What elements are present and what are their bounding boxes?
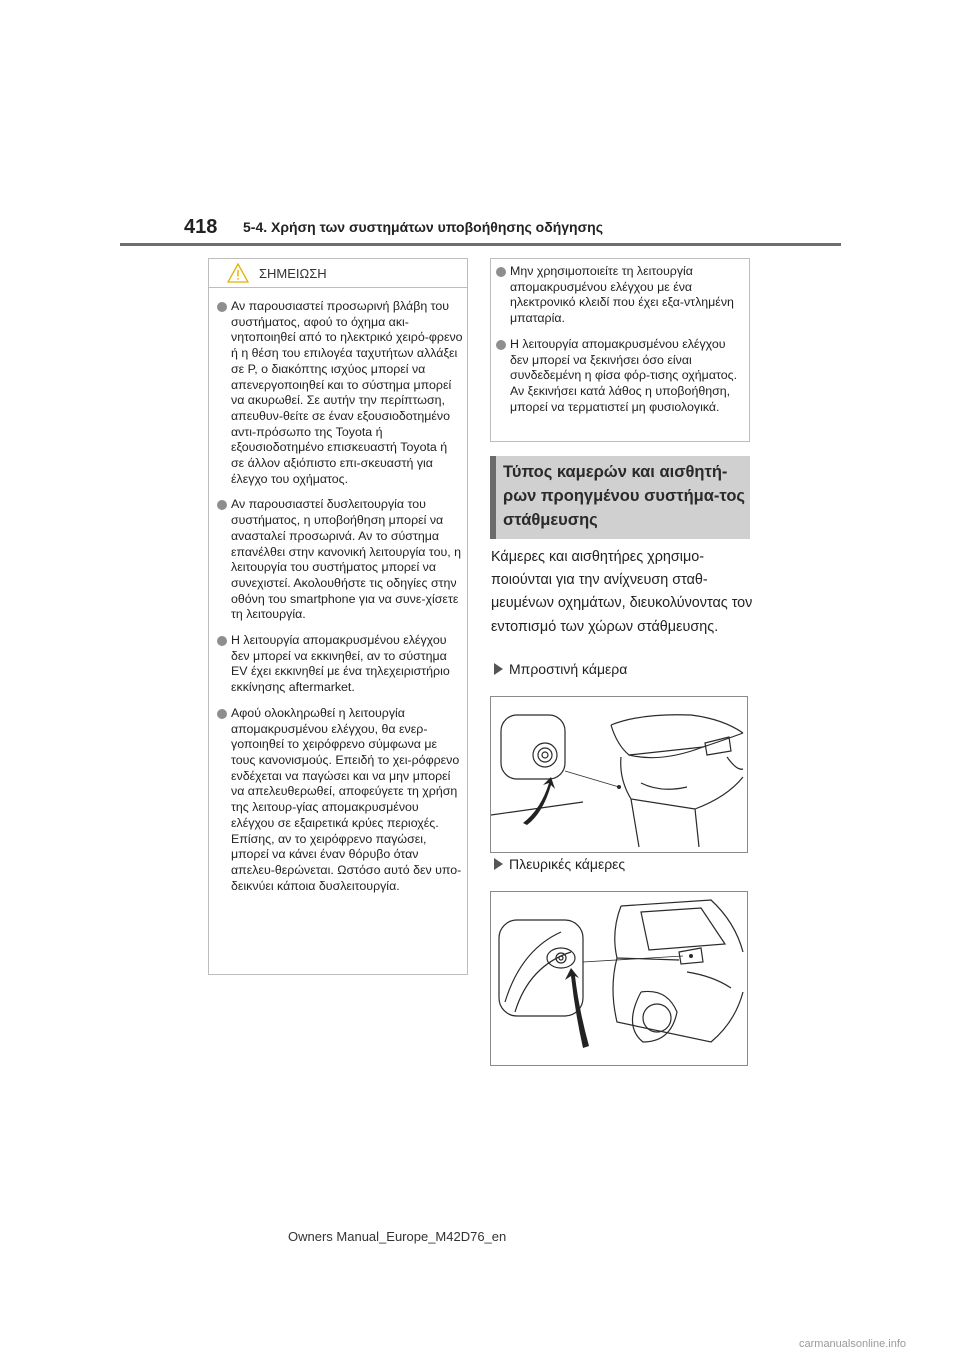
- note-item: [496, 264, 744, 327]
- detail-callout-frame: [499, 920, 583, 1016]
- note-header: [209, 259, 467, 288]
- front-camera-label: Μπροστινή κάμερα: [509, 661, 628, 677]
- side-cameras-label: Πλευρικές κάμερες: [509, 856, 626, 872]
- bullet-dot: [217, 302, 227, 312]
- manual-id: Owners Manual_Europe_M42D76_en: [288, 1229, 507, 1244]
- header-rule: [120, 243, 841, 246]
- front-camera-subheading: [494, 661, 627, 677]
- note-item-text: Η λειτουργία απομακρυσμένου ελέγχου δεν μπορεί να εκκινηθεί, αν το σύστημα EV έχει εκκινηθεί με ένα τηλεχειριστήριο εκκίνησης aftermarket.: [231, 633, 450, 695]
- bullet-dot: [496, 340, 506, 350]
- front-camera-drawing: [491, 697, 747, 852]
- note-list-continued: [496, 264, 744, 425]
- page-number: 418: [184, 216, 218, 238]
- bullet-dot: [217, 500, 227, 510]
- bullet-dot: [217, 636, 227, 646]
- triangle-right-icon: [494, 663, 503, 675]
- section-intro: Κάμερες και αισθητήρες χρησιμο-ποιούνται για την ανίχνευση σταθ-μευμένων οχημάτων, διευκολύνοντας τον εντοπισμό των χώρων στάθμευσης.: [491, 549, 753, 635]
- bullet-dot: [496, 267, 506, 277]
- note-item-text: Μην χρησιμοποιείτε τη λειτουργία απομακρυσμένου ελέγχου με ένα ηλεκτρονικό κλειδί που έχει εξα-ντλημένη μπαταρία.: [510, 264, 734, 326]
- section-heading: [490, 456, 750, 539]
- note-box: [208, 258, 468, 975]
- note-box-continued: [490, 258, 750, 442]
- note-item: [217, 633, 463, 696]
- note-item: [496, 337, 744, 416]
- side-cameras-illustration: [490, 891, 748, 1066]
- front-camera-illustration: [490, 696, 748, 853]
- note-item: [217, 497, 463, 623]
- warning-triangle-icon: [227, 263, 249, 283]
- side-cameras-subheading: [494, 856, 625, 872]
- section-heading-text: Τύπος καμερών και αισθητή-ρων προηγμένου συστήμα-τος στάθμευσης: [503, 463, 745, 529]
- triangle-right-icon: [494, 858, 503, 870]
- note-list: [217, 299, 463, 904]
- note-item-text: Αφού ολοκληρωθεί η λειτουργία απομακρυσμένου ελέγχου, θα ενερ-γοποιηθεί το χειρόφρενο σύμφωνα με τους κανονισμούς. Επειδή το χει-ρόφρενο ενδέχεται να παγώσει και να μην μπορεί να απελευθερωθεί, αποφεύγετε τη χρήση της λειτουρ-γίας απομακρυσμένου ελέγχου σε εξαιρετικά κρύες περιοχές. Επίσης, αν το χειρόφρενο παγώσει, μπορεί να κάνει έναν θόρυβο όταν απελευ-θερώνεται. Ωστόσο αυτό δεν υπο-δεικνύει κάποια δυσλειτουργία.: [231, 705, 462, 893]
- detail-callout-frame: [501, 715, 565, 779]
- pointer-arrow: [523, 777, 555, 825]
- page-header: [0, 0, 960, 250]
- pointer-arrow: [565, 968, 589, 1048]
- heading-accent-bar: [490, 456, 496, 539]
- note-item-text: Η λειτουργία απομακρυσμένου ελέγχου δεν μπορεί να ξεκινήσει όσο είναι συνδεδεμένη η φίσα φόρ-τισης οχήματος. Αν ξεκινήσει κατά λάθος η υποβοήθηση, μπορεί να τερματιστεί μη φυσιολογικά.: [510, 336, 738, 414]
- note-item: [217, 706, 463, 894]
- note-item-text: Αν παρουσιαστεί προσωρινή βλάβη του συστήματος, αφού το όχημα ακι-νητοποιηθεί από το ηλεκτρικό χειρό-φρενο ή η θέση του επιλογέα ταχυτήτων αλλάξει σε P, ο διακόπτης ισχύος μπορεί να απενεργοποιηθεί και το σύστημα μπορεί να ακυρωθεί. Σε αυτήν την περίπτωση, απευθυν-θείτε σε έναν εξουσιοδοτημένο αντι-πρόσωπο της Toyota ή εξουσιοδοτημένο επισκευαστή Toyota ή σε άλλον αξιόπιστο επι-σκευαστή για έλεγχο του οχήματος.: [231, 299, 463, 486]
- section-title: 5-4. Χρήση των συστημάτων υποβοήθησης οδήγησης: [243, 219, 604, 235]
- watermark: carmanualsonline.info: [799, 1338, 907, 1350]
- note-title: ΣΗΜΕΙΩΣΗ: [259, 266, 327, 281]
- note-item-text: Αν παρουσιαστεί δυσλειτουργία του συστήματος, η υποβοήθηση μπορεί να ανασταλεί προσωρινά. Αν το σύστημα επανέλθει στην κανονική λειτουργία του, η λειτουργία του συστήματος μπορεί να συνεχιστεί. Ακολουθήστε τις οδηγίες στην οθόνη του smartphone για να συνε-χίσετε τη λειτουργία.: [231, 497, 462, 622]
- side-cameras-drawing: [491, 892, 747, 1065]
- note-item: [217, 299, 463, 487]
- bullet-dot: [217, 709, 227, 719]
